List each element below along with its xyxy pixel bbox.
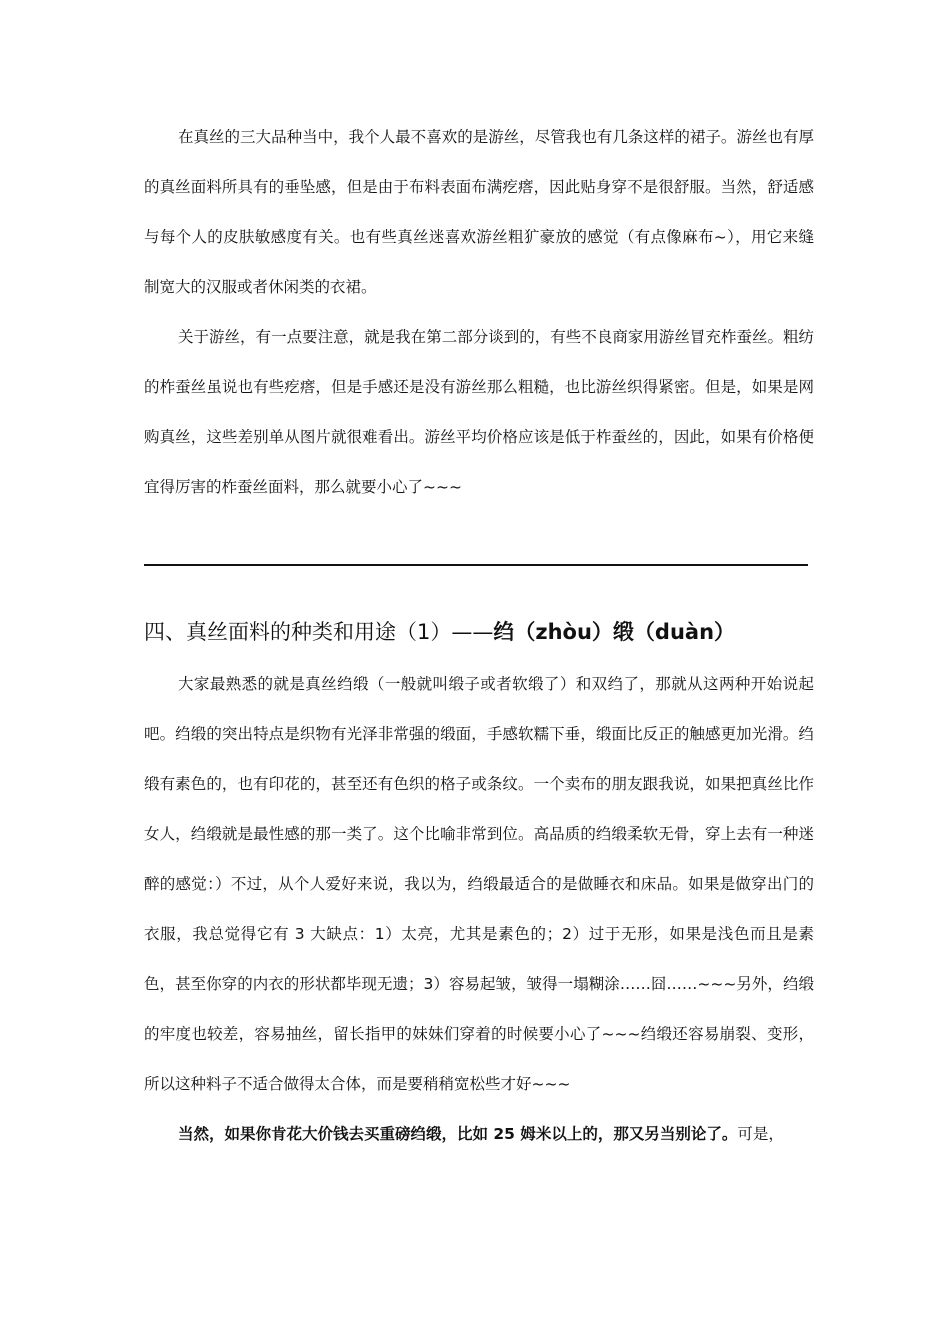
section-zhouduan	[144, 659, 814, 1159]
paragraph-trailing-text: 可是，	[737, 1125, 784, 1143]
section-youssi	[144, 112, 814, 512]
section-divider	[144, 564, 808, 566]
paragraph-zhouduan-intro: 大家最熟悉的就是真丝绉缎（一般就叫缎子或者软缎了）和双绉了，那就从这两种开始说起吧。绉缎的突出特点是织物有光泽非常强的缎面，手感软糯下垂，缎面比反正的触感更加光滑。绉缎有素色的，也有印花的，甚至还有色织的格子或条纹。一个卖布的朋友跟我说，如果把真丝比作女人，绉缎就是最性感的那一类了。这个比喻非常到位。高品质的绉缎柔软无骨，穿上去有一种迷醉的感觉：）不过，从个人爱好来说，我以为，绉缎最适合的是做睡衣和床品。如果是做穿出门的衣服，我总觉得它有 3 大缺点：1）太亮，尤其是素色的；2）过于无形，如果是浅色而且是素色，甚至你穿的内衣的形状都毕现无遗；3）容易起皱，皱得一塌糊涂……囧……~~~另外，绉缎的牢度也较差，容易抽丝，留长指甲的妹妹们穿着的时候要小心了~~~绉缎还容易崩裂、变形，所以这种料子不适合做得太合体，而是要稍稍宽松些才好~~~	[144, 675, 814, 1093]
paragraph-youssi-warning: 关于游丝，有一点要注意，就是我在第二部分谈到的，有些不良商家用游丝冒充柞蚕丝。粗纺的柞蚕丝虽说也有些疙瘩，但是手感还是没有游丝那么粗糙，也比游丝织得紧密。但是，如果是网购真丝，这些差别单从图片就很难看出。游丝平均价格应该是低于柞蚕丝的，因此，如果有价格便宜得厉害的柞蚕丝面料，那么就要小心了~~~	[144, 328, 814, 496]
section-heading	[144, 614, 824, 650]
heading-bold-term: 绉（zhòu）缎（duàn）	[493, 620, 736, 644]
heading-prefix: 四、真丝面料的种类和用途（1）——	[144, 620, 494, 644]
paragraph-bold-text: 当然，如果你肯花大价钱去买重磅绉缎，比如 25 姆米以上的，那又另当别论了。	[178, 1125, 738, 1143]
paragraph-youssi-comfort: 在真丝的三大品种当中，我个人最不喜欢的是游丝，尽管我也有几条这样的裙子。游丝也有厚的真丝面料所具有的垂坠感，但是由于布料表面布满疙瘩，因此贴身穿不是很舒服。当然，舒适感与每个人的皮肤敏感度有关。也有些真丝迷喜欢游丝粗犷豪放的感觉（有点像麻布~），用它来缝制宽大的汉服或者休闲类的衣裙。	[144, 128, 814, 296]
paragraph-zhouduan-heavy	[144, 1109, 814, 1159]
